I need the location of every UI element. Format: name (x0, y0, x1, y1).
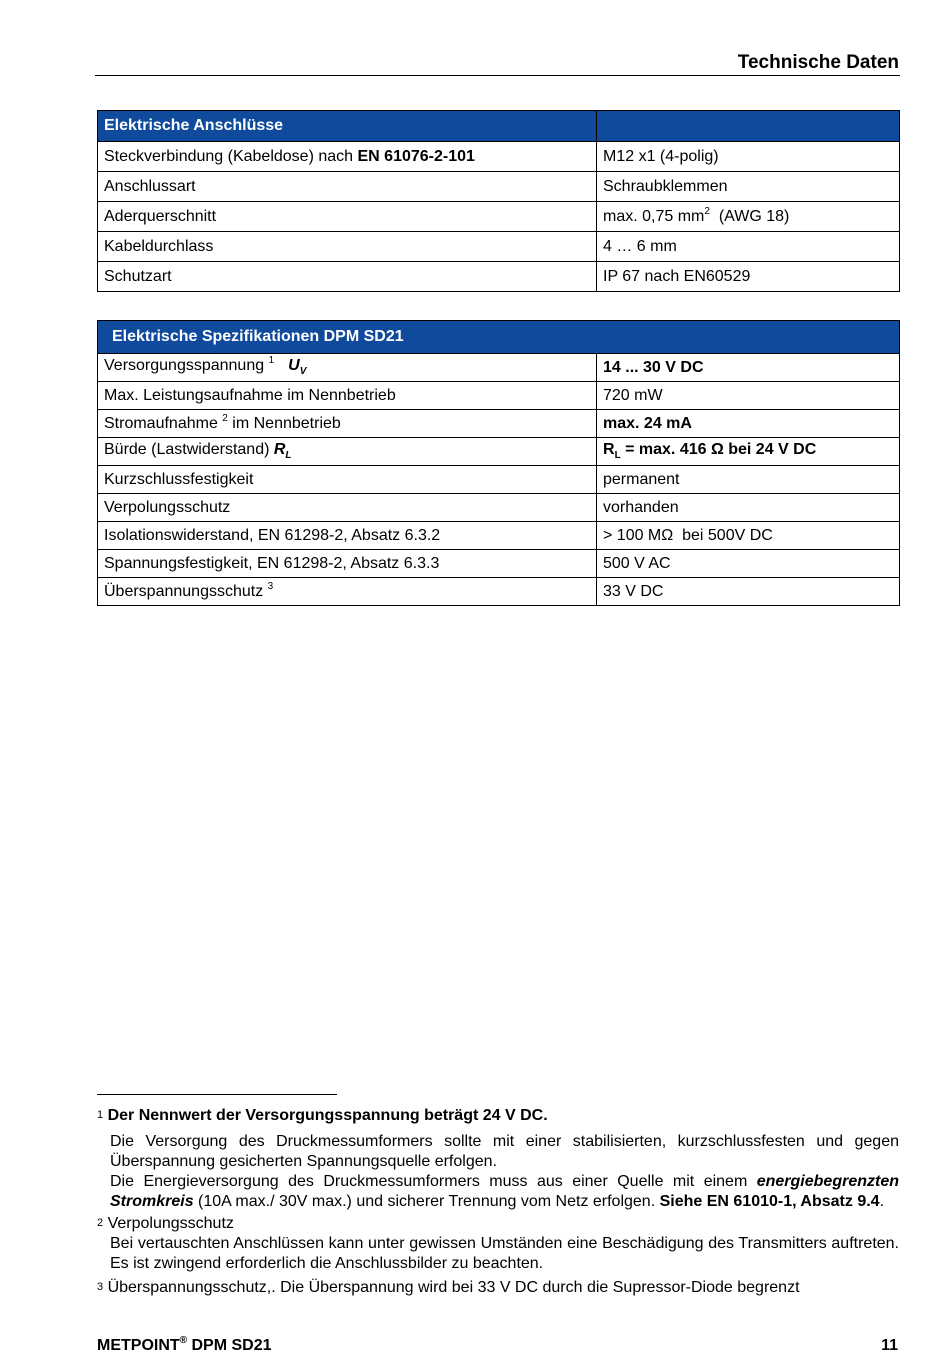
footer-product-name: METPOINT® DPM SD21 (97, 1335, 272, 1354)
footnote-marker: 2 (97, 1217, 104, 1229)
row-label: Bürde (Lastwiderstand) $R_L$ (98, 438, 597, 466)
footnote-paragraph: Bei vertauschten Anschlüssen kann unter gewissen Umständen eine Beschädigung des Transmitters auftreten. Es ist zwingend erforderlich die Anschlussbilder zu beachten. (110, 1235, 899, 1272)
table-row (98, 410, 900, 438)
row-value: 14 ... 30 V DC (597, 354, 900, 382)
page-header-title: Technische Daten (737, 52, 899, 73)
table-row (98, 354, 900, 382)
electrical-specifications-table (97, 320, 900, 606)
footnotes (97, 1106, 899, 1298)
row-label: Versorgungsspannung $^1$ $U_V$ (98, 354, 597, 382)
table-row (98, 262, 900, 292)
table-row (98, 382, 900, 410)
table-row (98, 142, 900, 172)
table-row (98, 202, 900, 232)
electrical-connections-table (97, 110, 900, 292)
row-value: max. 24 mA (597, 410, 900, 438)
page-number: 11 (881, 1337, 898, 1354)
row-label: Spannungsfestigkeit, EN 61298-2, Absatz 6.3.3 (98, 550, 597, 578)
row-value: permanent (597, 466, 900, 494)
table-row (98, 550, 900, 578)
row-label: Steckverbindung (Kabeldose) nach EN 61076-2-101 (98, 142, 597, 172)
table-row (98, 578, 900, 606)
row-value: 4 … 6 mm (597, 232, 900, 262)
row-value: > 100 MΩ bei 500V DC (597, 522, 900, 550)
row-value: 720 mW (597, 382, 900, 410)
table-header-cell: Elektrische Spezifikationen DPM SD21 (98, 321, 900, 354)
table-row (98, 494, 900, 522)
footnote-title: Der Nennwert der Versorgungsspannung beträgt 24 V DC. (107, 1107, 548, 1124)
row-label: Anschlussart (98, 172, 597, 202)
footnote-1 (97, 1106, 899, 1212)
table-row (98, 172, 900, 202)
footnote-marker: 1 (97, 1109, 104, 1121)
footnote-paragraph: Die Energieversorgung des Druckmessumformers muss aus einer Quelle mit einem energiebegrenzten Stromkreis (10A max./ 30V max.) und sicherer Trennung vom Netz erfolgen. Siehe EN 61010-1, Absatz 9.4. (110, 1173, 899, 1210)
footnote-paragraph: Die Versorgung des Druckmessumformers sollte mit einer stabilisierten, kurzschlussfesten und gegen Überspannung gesicherten Spannungsquelle erfolgen. (110, 1133, 899, 1170)
table-header-row (98, 321, 900, 354)
row-value: vorhanden (597, 494, 900, 522)
row-label: Überspannungsschutz $^3$ (98, 578, 597, 606)
row-value: Schraubklemmen (597, 172, 900, 202)
header-divider (95, 75, 900, 76)
row-value: $R_L = \max$. 416 Ω bei 24 V DC (597, 438, 900, 466)
row-label: Kurzschlussfestigkeit (98, 466, 597, 494)
row-label: Isolationswiderstand, EN 61298-2, Absatz 6.3.2 (98, 522, 597, 550)
row-value: 500 V AC (597, 550, 900, 578)
footnote-2 (97, 1214, 899, 1274)
table-row (98, 522, 900, 550)
row-label: Schutzart (98, 262, 597, 292)
row-label: Kabeldurchlass (98, 232, 597, 262)
footnote-marker: 3 (97, 1281, 104, 1293)
footnote-text: Überspannungsschutz,. Die Überspannung wird bei 33 V DC durch die Supressor-Diode begrenzt (107, 1279, 800, 1296)
table-row (98, 466, 900, 494)
table-row (98, 232, 900, 262)
row-value: 33 V DC (597, 578, 900, 606)
table-header-cell (597, 111, 900, 142)
table-row (98, 438, 900, 466)
row-label: Max. Leistungsaufnahme im Nennbetrieb (98, 382, 597, 410)
row-label: Verpolungsschutz (98, 494, 597, 522)
row-label: Aderquerschnitt (98, 202, 597, 232)
table-header-row (98, 111, 900, 142)
row-label: Stromaufnahme $^2$ im Nennbetrieb (98, 410, 597, 438)
row-value: IP 67 nach EN60529 (597, 262, 900, 292)
footnote-divider (97, 1094, 337, 1095)
row-value: max. 0,75 $mm^2$ (AWG 18) (597, 202, 900, 232)
footnote-title: Verpolungsschutz (107, 1215, 234, 1232)
row-value: M12 x1 (4-polig) (597, 142, 900, 172)
footnote-3 (97, 1278, 899, 1298)
table-header-cell: Elektrische Anschlüsse (98, 111, 597, 142)
